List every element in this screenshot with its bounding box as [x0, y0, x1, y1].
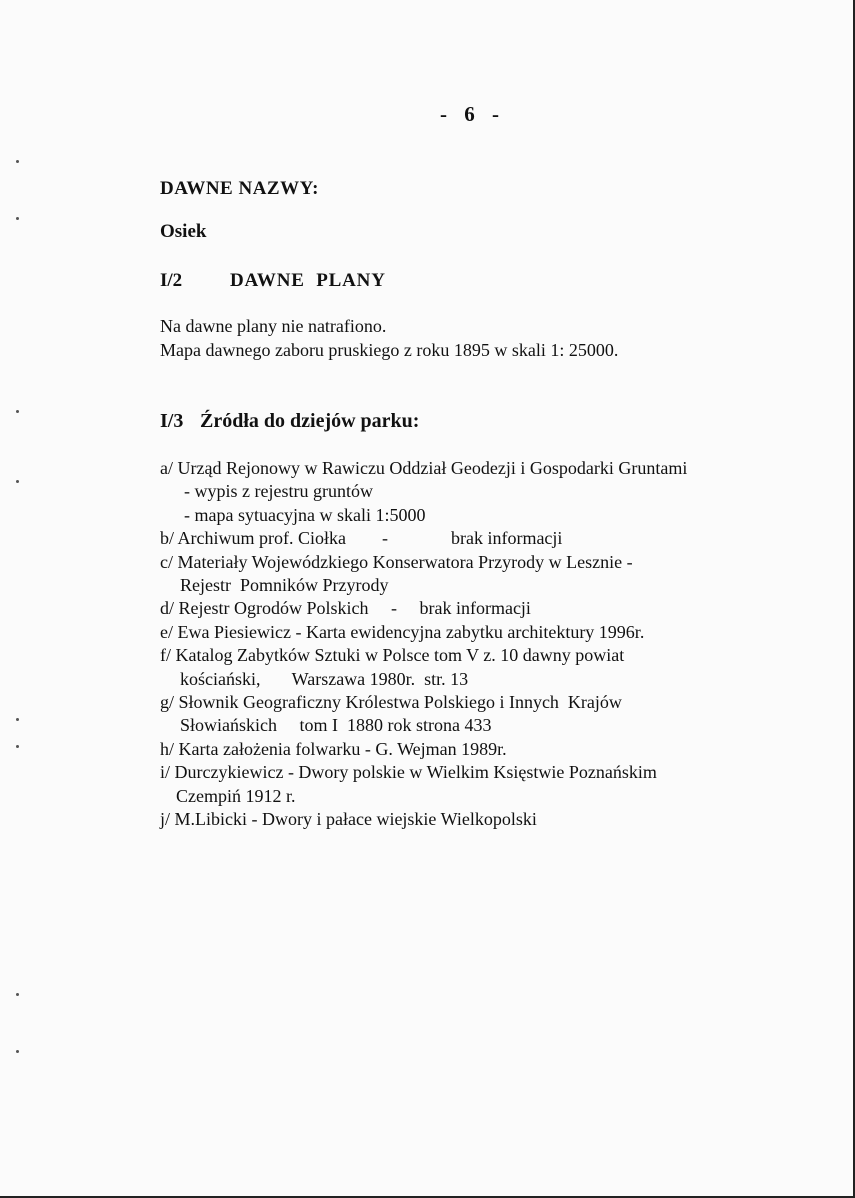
section-number: I/2: [160, 270, 183, 291]
source-item: j/ M.Libicki - Dwory i pałace wiejskie Wielkopolski: [160, 809, 537, 830]
source-item-continuation: Rejestr Pomników Przyrody: [180, 575, 389, 596]
section-title-dawne-nazwy: DAWNE NAZWY:: [160, 178, 319, 199]
section-title: Źródła do dziejów parku:: [200, 410, 420, 432]
source-item: f/ Katalog Zabytków Sztuki w Polsce tom V z. 10 dawny powiat: [160, 645, 625, 666]
source-item: a/ Urząd Rejonowy w Rawiczu Oddział Geodezji i Gospodarki Gruntami: [160, 458, 688, 478]
source-item-continuation: Słowiańskich tom I 1880 rok strona 433: [180, 715, 492, 736]
scan-mark: [16, 480, 19, 483]
sources-list: [160, 457, 687, 832]
source-item: e/ Ewa Piesiewicz - Karta ewidencyjna zabytku architektury 1996r.: [160, 621, 645, 642]
text-line: Na dawne plany nie natrafiono.: [160, 316, 387, 336]
source-item: h/ Karta założenia folwarku - G. Wejman 1989r.: [160, 738, 507, 759]
former-name: Osiek: [160, 221, 207, 242]
section-title: DAWNE PLANY: [230, 270, 386, 291]
page-number: - 6 -: [440, 102, 505, 126]
source-item-continuation: kościański, Warszawa 1980r. str. 13: [180, 668, 469, 689]
source-subitem: - mapa sytuacyjna w skali 1:5000: [184, 504, 426, 525]
source-item: g/ Słownik Geograficzny Królestwa Polskiego i Innych Krajów: [160, 692, 622, 713]
scan-mark: [16, 993, 19, 996]
dawne-plany-text: [160, 314, 618, 362]
scan-mark: [16, 718, 19, 721]
source-item-continuation: Czempiń 1912 r.: [176, 785, 296, 806]
scan-mark: [16, 217, 19, 220]
section-number: I/3: [160, 410, 184, 432]
source-item: c/ Materiały Wojewódzkiego Konserwatora Przyrody w Lesznie -: [160, 551, 633, 572]
source-subitem: - wypis z rejestru gruntów: [184, 481, 373, 502]
text-line: Mapa dawnego zaboru pruskiego z roku 1895 w skali 1: 25000.: [160, 340, 619, 360]
source-item: d/ Rejestr Ogrodów Polskich - brak informacji: [160, 598, 531, 619]
section-heading-zrodla: [160, 410, 419, 433]
scan-mark: [16, 745, 19, 748]
source-item: i/ Durczykiewicz - Dwory polskie w Wielkim Księstwie Poznańskim: [160, 762, 657, 783]
section-heading-dawne-plany: [160, 270, 386, 292]
source-item: b/ Archiwum prof. Ciołka - brak informacji: [160, 528, 563, 549]
scan-mark: [16, 160, 19, 163]
scan-mark: [16, 1050, 19, 1053]
scan-mark: [16, 410, 19, 413]
